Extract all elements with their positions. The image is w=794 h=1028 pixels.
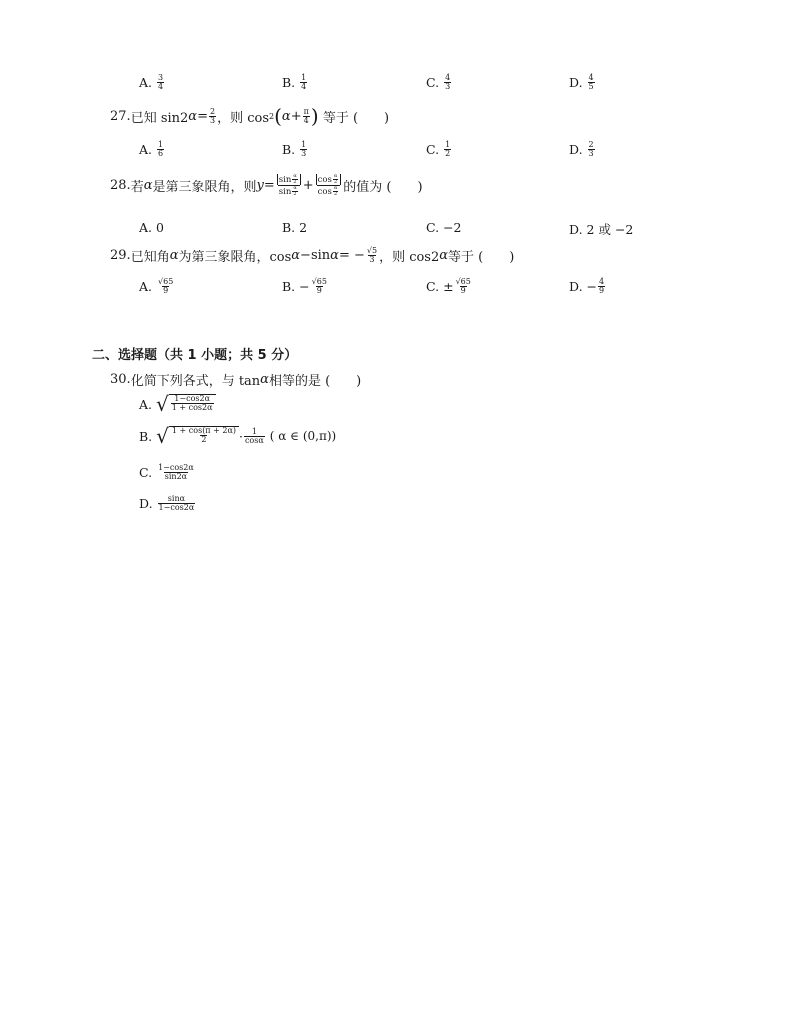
fraction: $\frac{1}{2}$ <box>445 140 451 158</box>
option-label: A. <box>139 75 153 90</box>
q26-option-b <box>282 74 308 91</box>
fraction: sin $\frac{\alpha}{2}$ sin $\frac{\alpha}{2}$ <box>276 174 302 197</box>
q29-option-b: B. − $\frac{√65}{9}$ <box>282 277 327 295</box>
fraction: $\frac{1}{\cos\alpha}$ <box>244 426 264 445</box>
fraction: $\frac{√65}{9}$ <box>158 277 174 295</box>
fraction: $\frac{\sin\alpha}{1-\cos 2\alpha}$ <box>158 494 195 512</box>
option-label: B. <box>282 75 296 90</box>
q29-option-d: D. − $\frac{4}{9}$ <box>569 277 605 295</box>
fraction: $\frac{2}{3}$ <box>209 106 216 125</box>
q30-option-d: D. $\frac{\sin\alpha}{1-\cos 2\alpha}$ <box>139 494 195 512</box>
q28-option-a: A. 0 <box>139 220 164 235</box>
fraction: $\frac{1-\cos 2\alpha}{\sin 2\alpha}$ <box>158 463 194 481</box>
fraction: $\frac{4}{9}$ <box>599 277 605 295</box>
question-28: 28. 若 α 是第三象限角，则 y = sin $\frac{\alpha}{2}$ sin $\frac{\alpha}{2}$ + cos $\frac{\alpha}{2}$ cos $\frac{\alpha}{2}$ 的值为 ( ) <box>110 173 423 197</box>
question-number: 30. <box>110 372 131 387</box>
fraction: √ 5 3 <box>366 246 378 264</box>
q30-option-c: C. $\frac{1-\cos 2\alpha}{\sin 2\alpha}$ <box>139 463 194 481</box>
q27-option-b: B. $\frac{1}{3}$ <box>282 140 307 158</box>
q30-option-a: A. √ $\frac{1-\cos 2\alpha}{1 + \cos 2\alpha}$ <box>139 394 216 414</box>
fraction: $\frac{4}{5}$ <box>588 73 594 91</box>
q26-option-d <box>569 74 596 91</box>
q26-option-a <box>139 74 165 91</box>
section-heading: 二、选择题（共 1 小题；共 5 分） <box>92 348 298 363</box>
fraction: cos $\frac{\alpha}{2}$ cos $\frac{\alpha}{2}$ <box>315 174 343 197</box>
fraction: $\frac{√65}{9}$ <box>311 277 327 295</box>
sqrt: √ $\frac{1 + \cos(\pi + 2\alpha)}{2}$ <box>156 426 239 446</box>
fraction: $\frac{1}{6}$ <box>158 140 164 158</box>
option-label: D. <box>569 75 583 90</box>
sqrt: √ $\frac{1-\cos 2\alpha}{1 + \cos 2\alpha}$ <box>156 394 216 414</box>
question-30: 30. 化简下列各式，与 tan α 相等的是 ( ) <box>110 372 362 389</box>
q29-option-c: C. ± $\frac{√65}{9}$ <box>426 277 471 295</box>
q29-option-a: A. $\frac{√65}{9}$ <box>139 277 174 295</box>
q27-option-c: C. $\frac{1}{2}$ <box>426 140 451 158</box>
fraction: $\frac{1}{3}$ <box>301 140 307 158</box>
question-29: 29. 已知角 α 为第三象限角，cos α −sin α = − √ 5 3 ，则 cos2 α 等于 ( ) <box>110 246 515 265</box>
q28-option-d: D. 2 或 −2 <box>569 221 634 237</box>
fraction: $\frac{3}{4}$ <box>158 73 164 91</box>
fraction: $\frac{1}{4}$ <box>301 73 307 91</box>
question-number: 28. <box>110 178 131 193</box>
fraction: $\frac{\pi}{4}$ <box>303 106 309 125</box>
q28-option-b: B. 2 <box>282 220 308 235</box>
q27-option-d: D. $\frac{2}{3}$ <box>569 140 594 158</box>
fraction: $\frac{4}{3}$ <box>445 73 451 91</box>
question-27: 27. 已知 sin2 α = $\frac{2}{3}$ ，则 cos 2 ( α + $\frac{\pi}{4}$ ) 等于 ( ) <box>110 104 390 128</box>
fraction: $\frac{√65}{9}$ <box>455 277 471 295</box>
q28-option-c: C. −2 <box>426 220 462 235</box>
q26-option-c <box>426 74 452 91</box>
q27-option-a: A. $\frac{1}{6}$ <box>139 140 164 158</box>
q30-option-b: B. √ $\frac{1 + \cos(\pi + 2\alpha)}{2}$ · $\frac{1}{\cos\alpha}$ ( α ∈ (0,π)) <box>139 424 337 448</box>
question-number: 29. <box>110 248 131 263</box>
question-number: 27. <box>110 108 131 124</box>
option-label: C. <box>426 75 440 90</box>
fraction: $\frac{2}{3}$ <box>588 140 594 158</box>
